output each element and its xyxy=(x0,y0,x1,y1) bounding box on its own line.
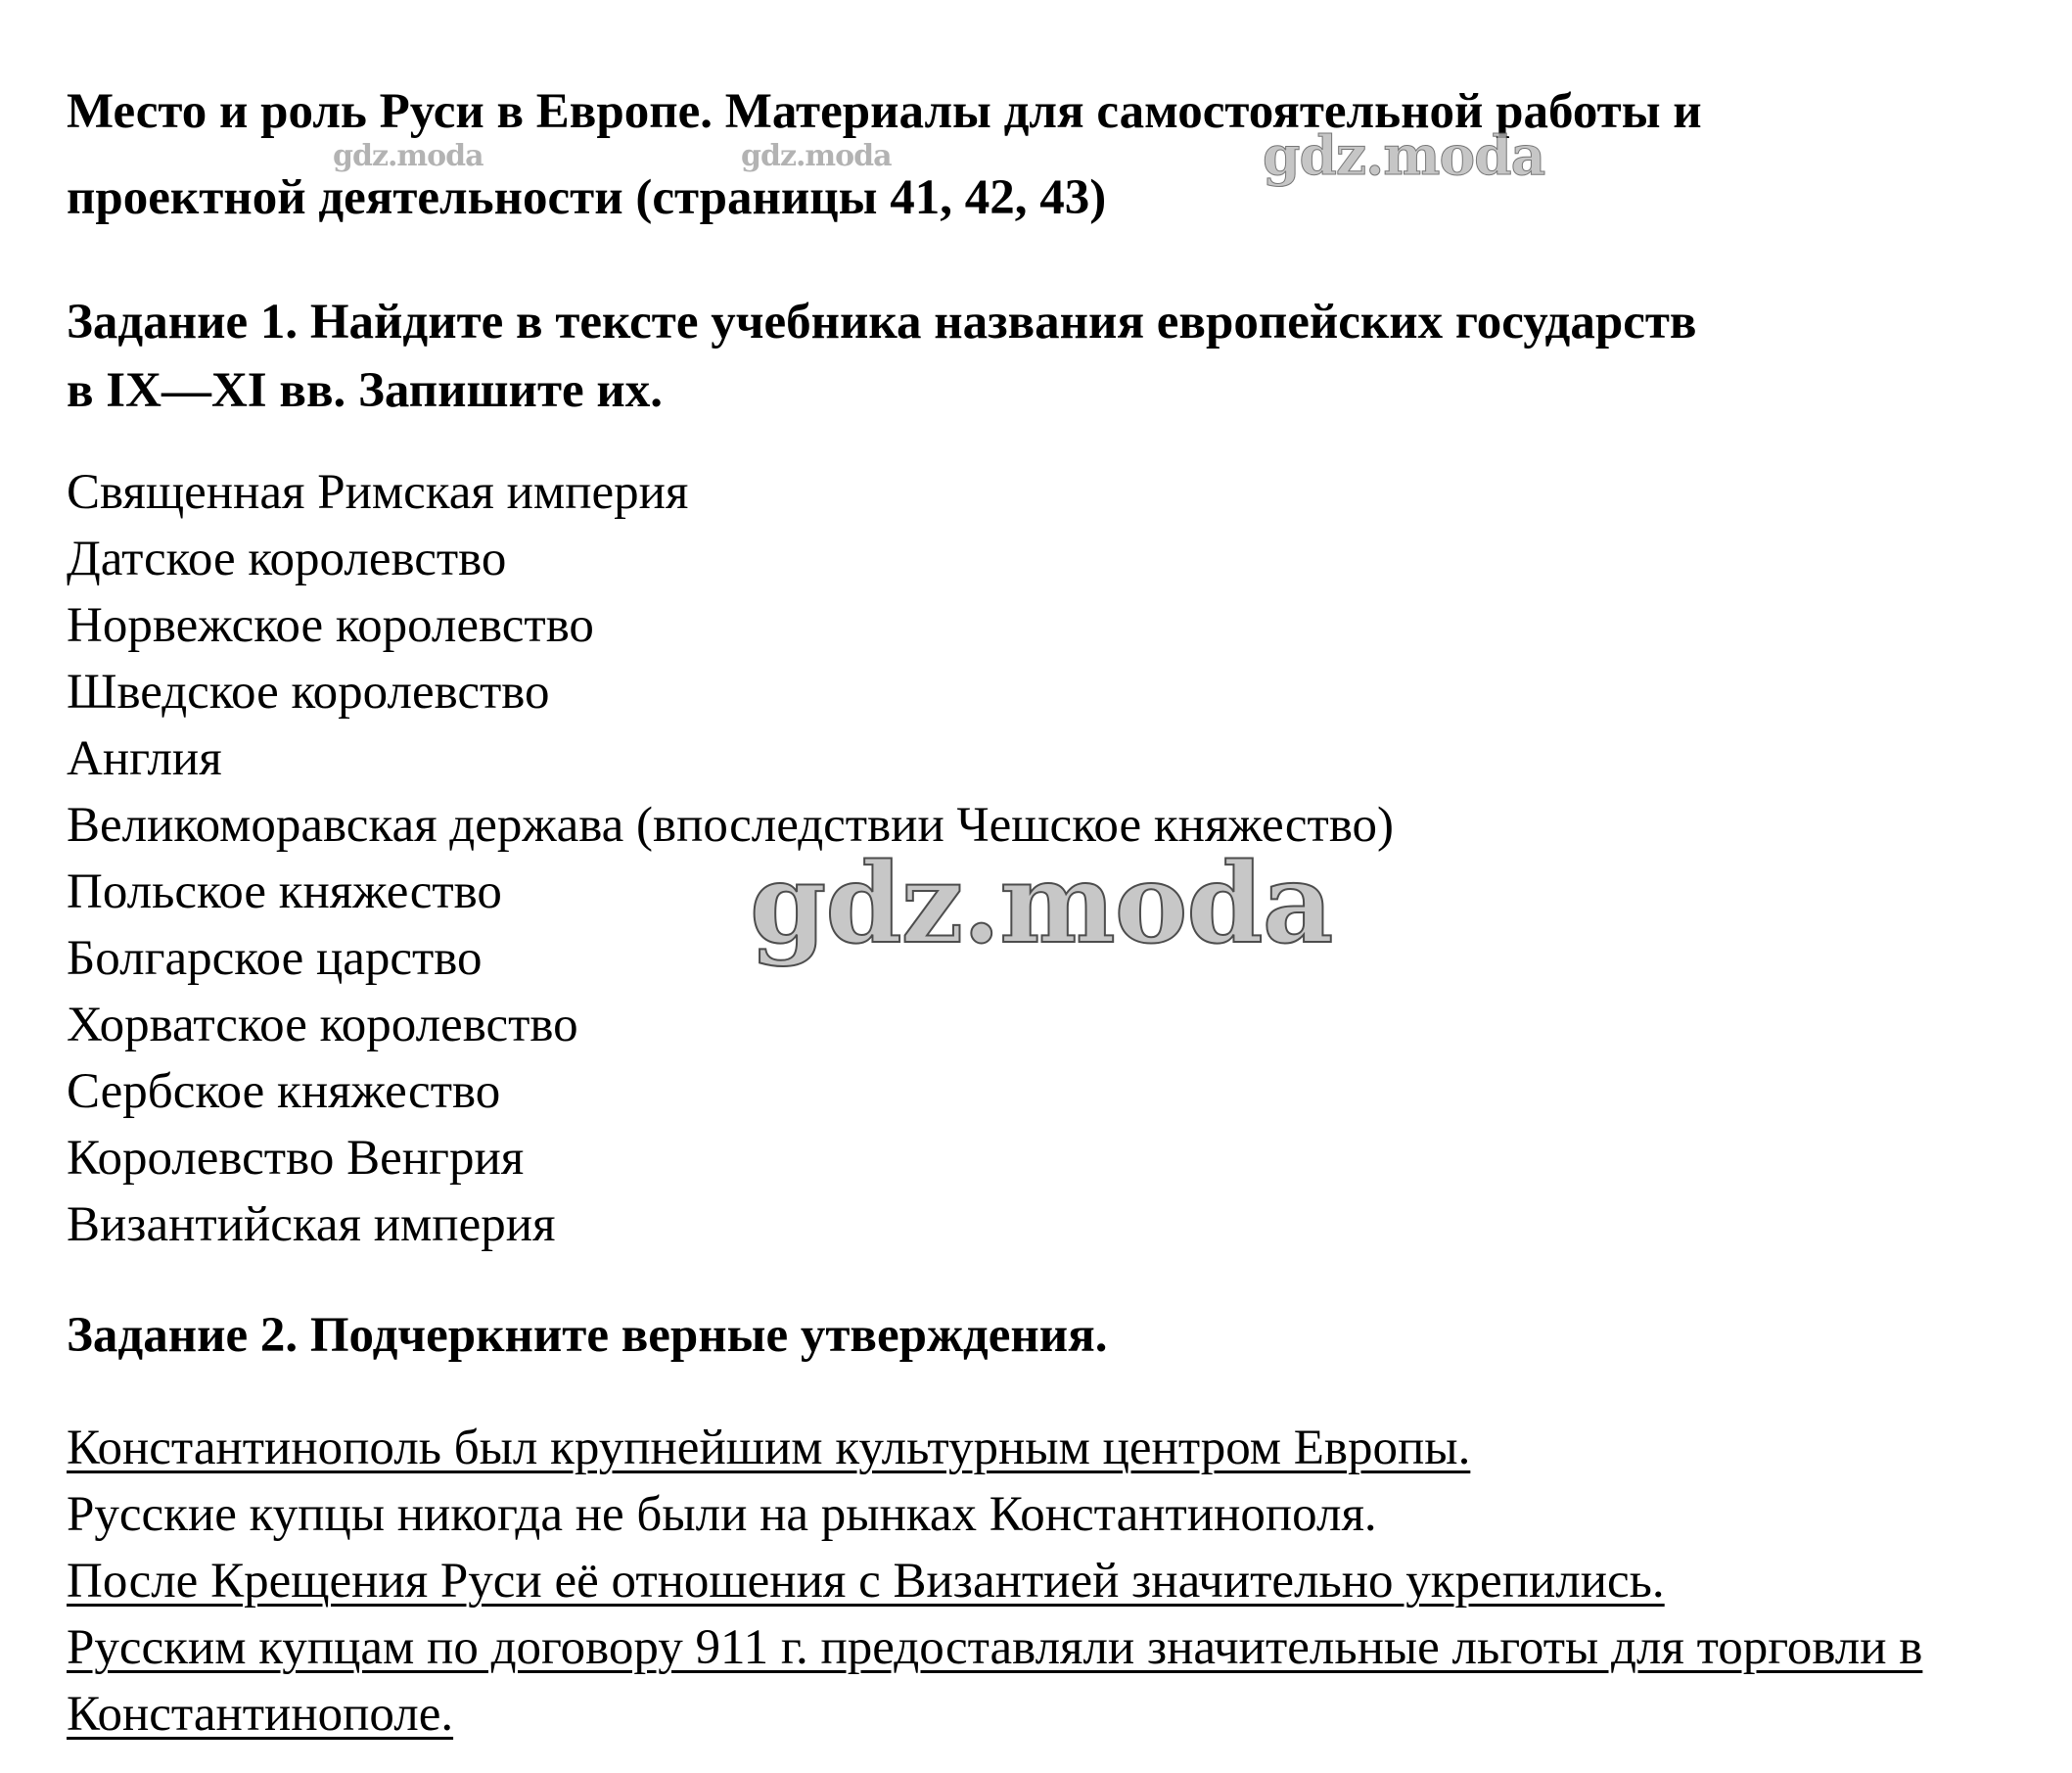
state-item: Великоморавская держава (впоследствии Чешское княжество) xyxy=(67,798,1395,853)
document-page xyxy=(67,69,2024,1748)
state-item: Англия xyxy=(67,731,222,786)
statement-incorrect: Русские купцы никогда не были на рынках Константинополя. xyxy=(67,1487,1377,1542)
task-1-heading-line-1: Задание 1. Найдите в тексте учебника названия европейских государств xyxy=(67,295,1697,350)
task-1-heading-line-2: в IX—XI вв. Запишите их. xyxy=(67,363,664,418)
state-item: Королевство Венгрия xyxy=(67,1131,525,1186)
statement-correct: После Крещения Руси её отношения с Византией значительно укрепились. xyxy=(67,1554,1665,1609)
watermark-logo: gdz.moda xyxy=(750,840,1333,968)
european-states-list xyxy=(67,459,2024,1258)
task-2 xyxy=(67,1301,2024,1748)
state-item: Польское княжество xyxy=(67,864,502,919)
state-item: Шведское королевство xyxy=(67,665,550,720)
state-item: Болгарское царство xyxy=(67,931,483,986)
state-item: Византийская империя xyxy=(67,1197,556,1252)
watermark-logo: gdz.moda xyxy=(1263,123,1545,187)
statements-list xyxy=(67,1415,2024,1748)
statement-correct: Русским купцам по договору 911 г. предоставляли значительные льготы для торговли в Константинополе. xyxy=(67,1620,1923,1742)
page-title-line-1: Место и роль Руси в Европе. Материалы для самостоятельной работы и xyxy=(67,84,1702,139)
page-title-line-2: проектной деятельности (страницы 41, 42, 43) xyxy=(67,170,1107,225)
watermark-logo: gdz.moda xyxy=(741,139,892,173)
task-2-heading: Задание 2. Подчеркните верные утверждения. xyxy=(67,1308,1108,1363)
state-item: Датское королевство xyxy=(67,532,507,586)
state-item: Норвежское королевство xyxy=(67,598,594,653)
page-title xyxy=(67,69,2024,241)
state-item: Хорватское королевство xyxy=(67,998,578,1052)
task-1-heading xyxy=(67,288,2024,425)
state-item: Священная Римская империя xyxy=(67,465,689,520)
watermark-logo: gdz.moda xyxy=(333,139,483,173)
statement-correct: Константинополь был крупнейшим культурным центром Европы. xyxy=(67,1421,1471,1475)
state-item: Сербское княжество xyxy=(67,1064,501,1119)
task-1 xyxy=(67,288,2024,1258)
